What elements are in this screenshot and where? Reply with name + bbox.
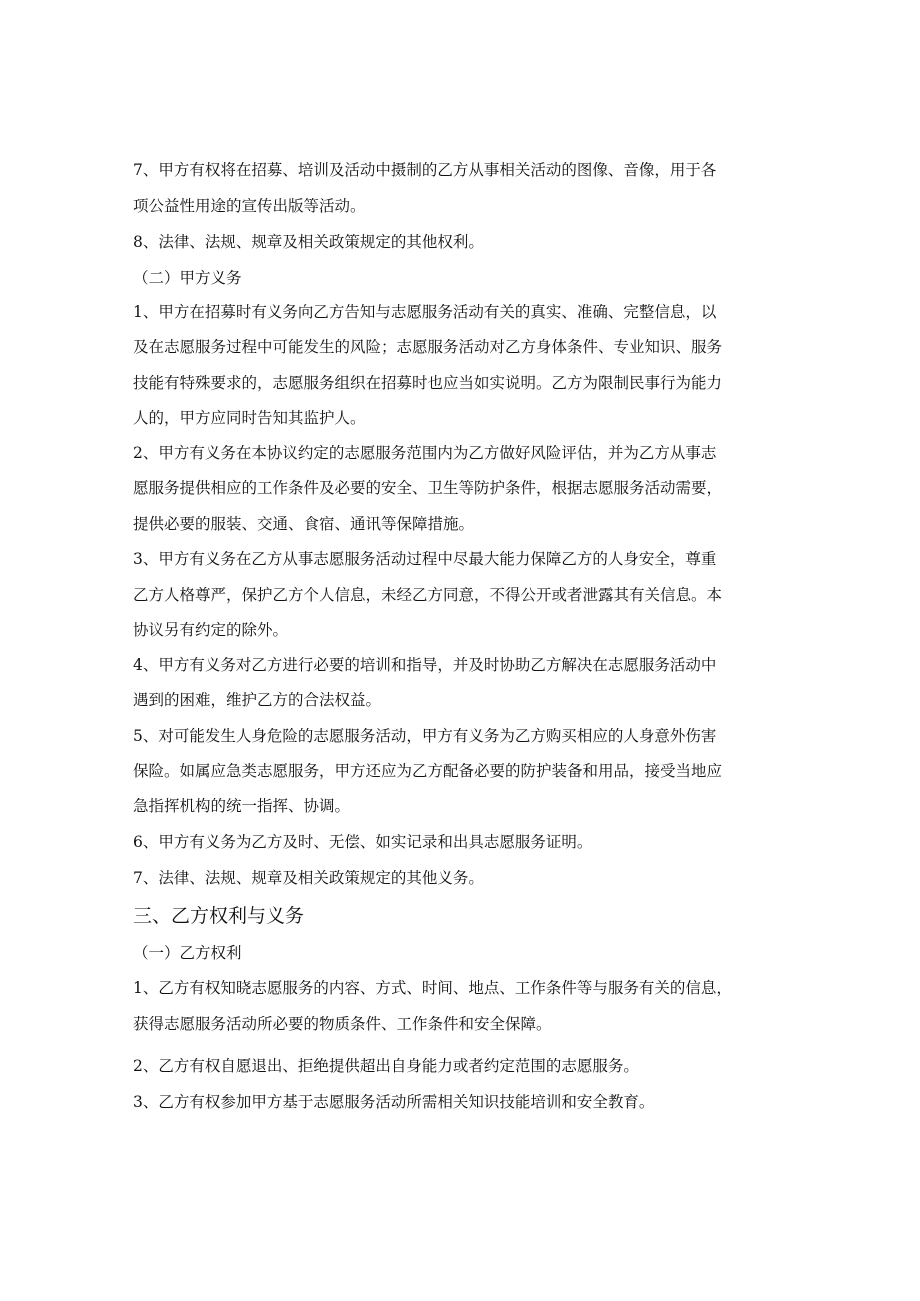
paragraph-line: 7、甲方有权将在招募、培训及活动中摄制的乙方从事相关活动的图像、音像，用于各 <box>133 161 717 179</box>
paragraph-line: 1、甲方在招募时有义务向乙方告知与志愿服务活动有关的真实、准确、完整信息，以 <box>133 303 717 321</box>
paragraph-line: 及在志愿服务过程中可能发生的风险；志愿服务活动对乙方身体条件、专业知识、服务 <box>133 338 723 356</box>
paragraph-line: 获得志愿服务活动所必要的物质条件、工作条件和安全保障。 <box>133 1015 552 1033</box>
paragraph-line: 5、对可能发生人身危险的志愿服务活动，甲方有义务为乙方购买相应的人身意外伤害 <box>133 727 717 745</box>
paragraph-line: 6、甲方有义务为乙方及时、无偿、如实记录和出具志愿服务证明。 <box>133 833 593 851</box>
section-subheading: （一）乙方权利 <box>133 944 242 962</box>
paragraph-line: 技能有特殊要求的，志愿服务组织在招募时也应当如实说明。乙方为限制民事行为能力 <box>133 374 723 392</box>
section-subheading: （二）甲方义务 <box>133 269 242 287</box>
paragraph-line: 2、甲方有义务在本协议约定的志愿服务范围内为乙方做好风险评估，并为乙方从事志 <box>133 444 717 462</box>
paragraph-line: 遇到的困难，维护乙方的合法权益。 <box>133 691 382 709</box>
paragraph-line: 乙方人格尊严，保护乙方个人信息，未经乙方同意，不得公开或者泄露其有关信息。本 <box>133 586 723 604</box>
paragraph-line: 3、甲方有义务在乙方从事志愿服务活动过程中尽最大能力保障乙方的人身安全，尊重 <box>133 550 717 568</box>
paragraph-line: 愿服务提供相应的工作条件及必要的安全、卫生等防护条件，根据志愿服务活动需要， <box>133 479 723 497</box>
paragraph-line: 提供必要的服装、交通、食宿、通讯等保障措施。 <box>133 515 475 533</box>
paragraph-line: 2、乙方有权自愿退出、拒绝提供超出自身能力或者约定范围的志愿服务。 <box>133 1057 639 1075</box>
paragraph-line: 保险。如属应急类志愿服务，甲方还应为乙方配备必要的防护装备和用品，接受当地应 <box>133 762 723 780</box>
paragraph-line: 4、甲方有义务对乙方进行必要的培训和指导，并及时协助乙方解决在志愿服务活动中 <box>133 656 717 674</box>
paragraph-line: 7、法律、法规、规章及相关政策规定的其他义务。 <box>133 869 484 887</box>
paragraph-line: 8、法律、法规、规章及相关政策规定的其他权利。 <box>133 233 484 251</box>
paragraph-line: 项公益性用途的宣传出版等活动。 <box>133 197 366 215</box>
paragraph-line: 急指挥机构的统一指挥、协调。 <box>133 797 351 815</box>
paragraph-line: 1、乙方有权知晓志愿服务的内容、方式、时间、地点、工作条件等与服务有关的信息， <box>133 979 732 997</box>
paragraph-line: 协议另有约定的除外。 <box>133 621 289 639</box>
paragraph-line: 人的，甲方应同时告知其监护人。 <box>133 409 366 427</box>
paragraph-line: 3、乙方有权参加甲方基于志愿服务活动所需相关知识技能培训和安全教育。 <box>133 1093 655 1111</box>
section-heading: 三、乙方权利与义务 <box>133 905 305 927</box>
